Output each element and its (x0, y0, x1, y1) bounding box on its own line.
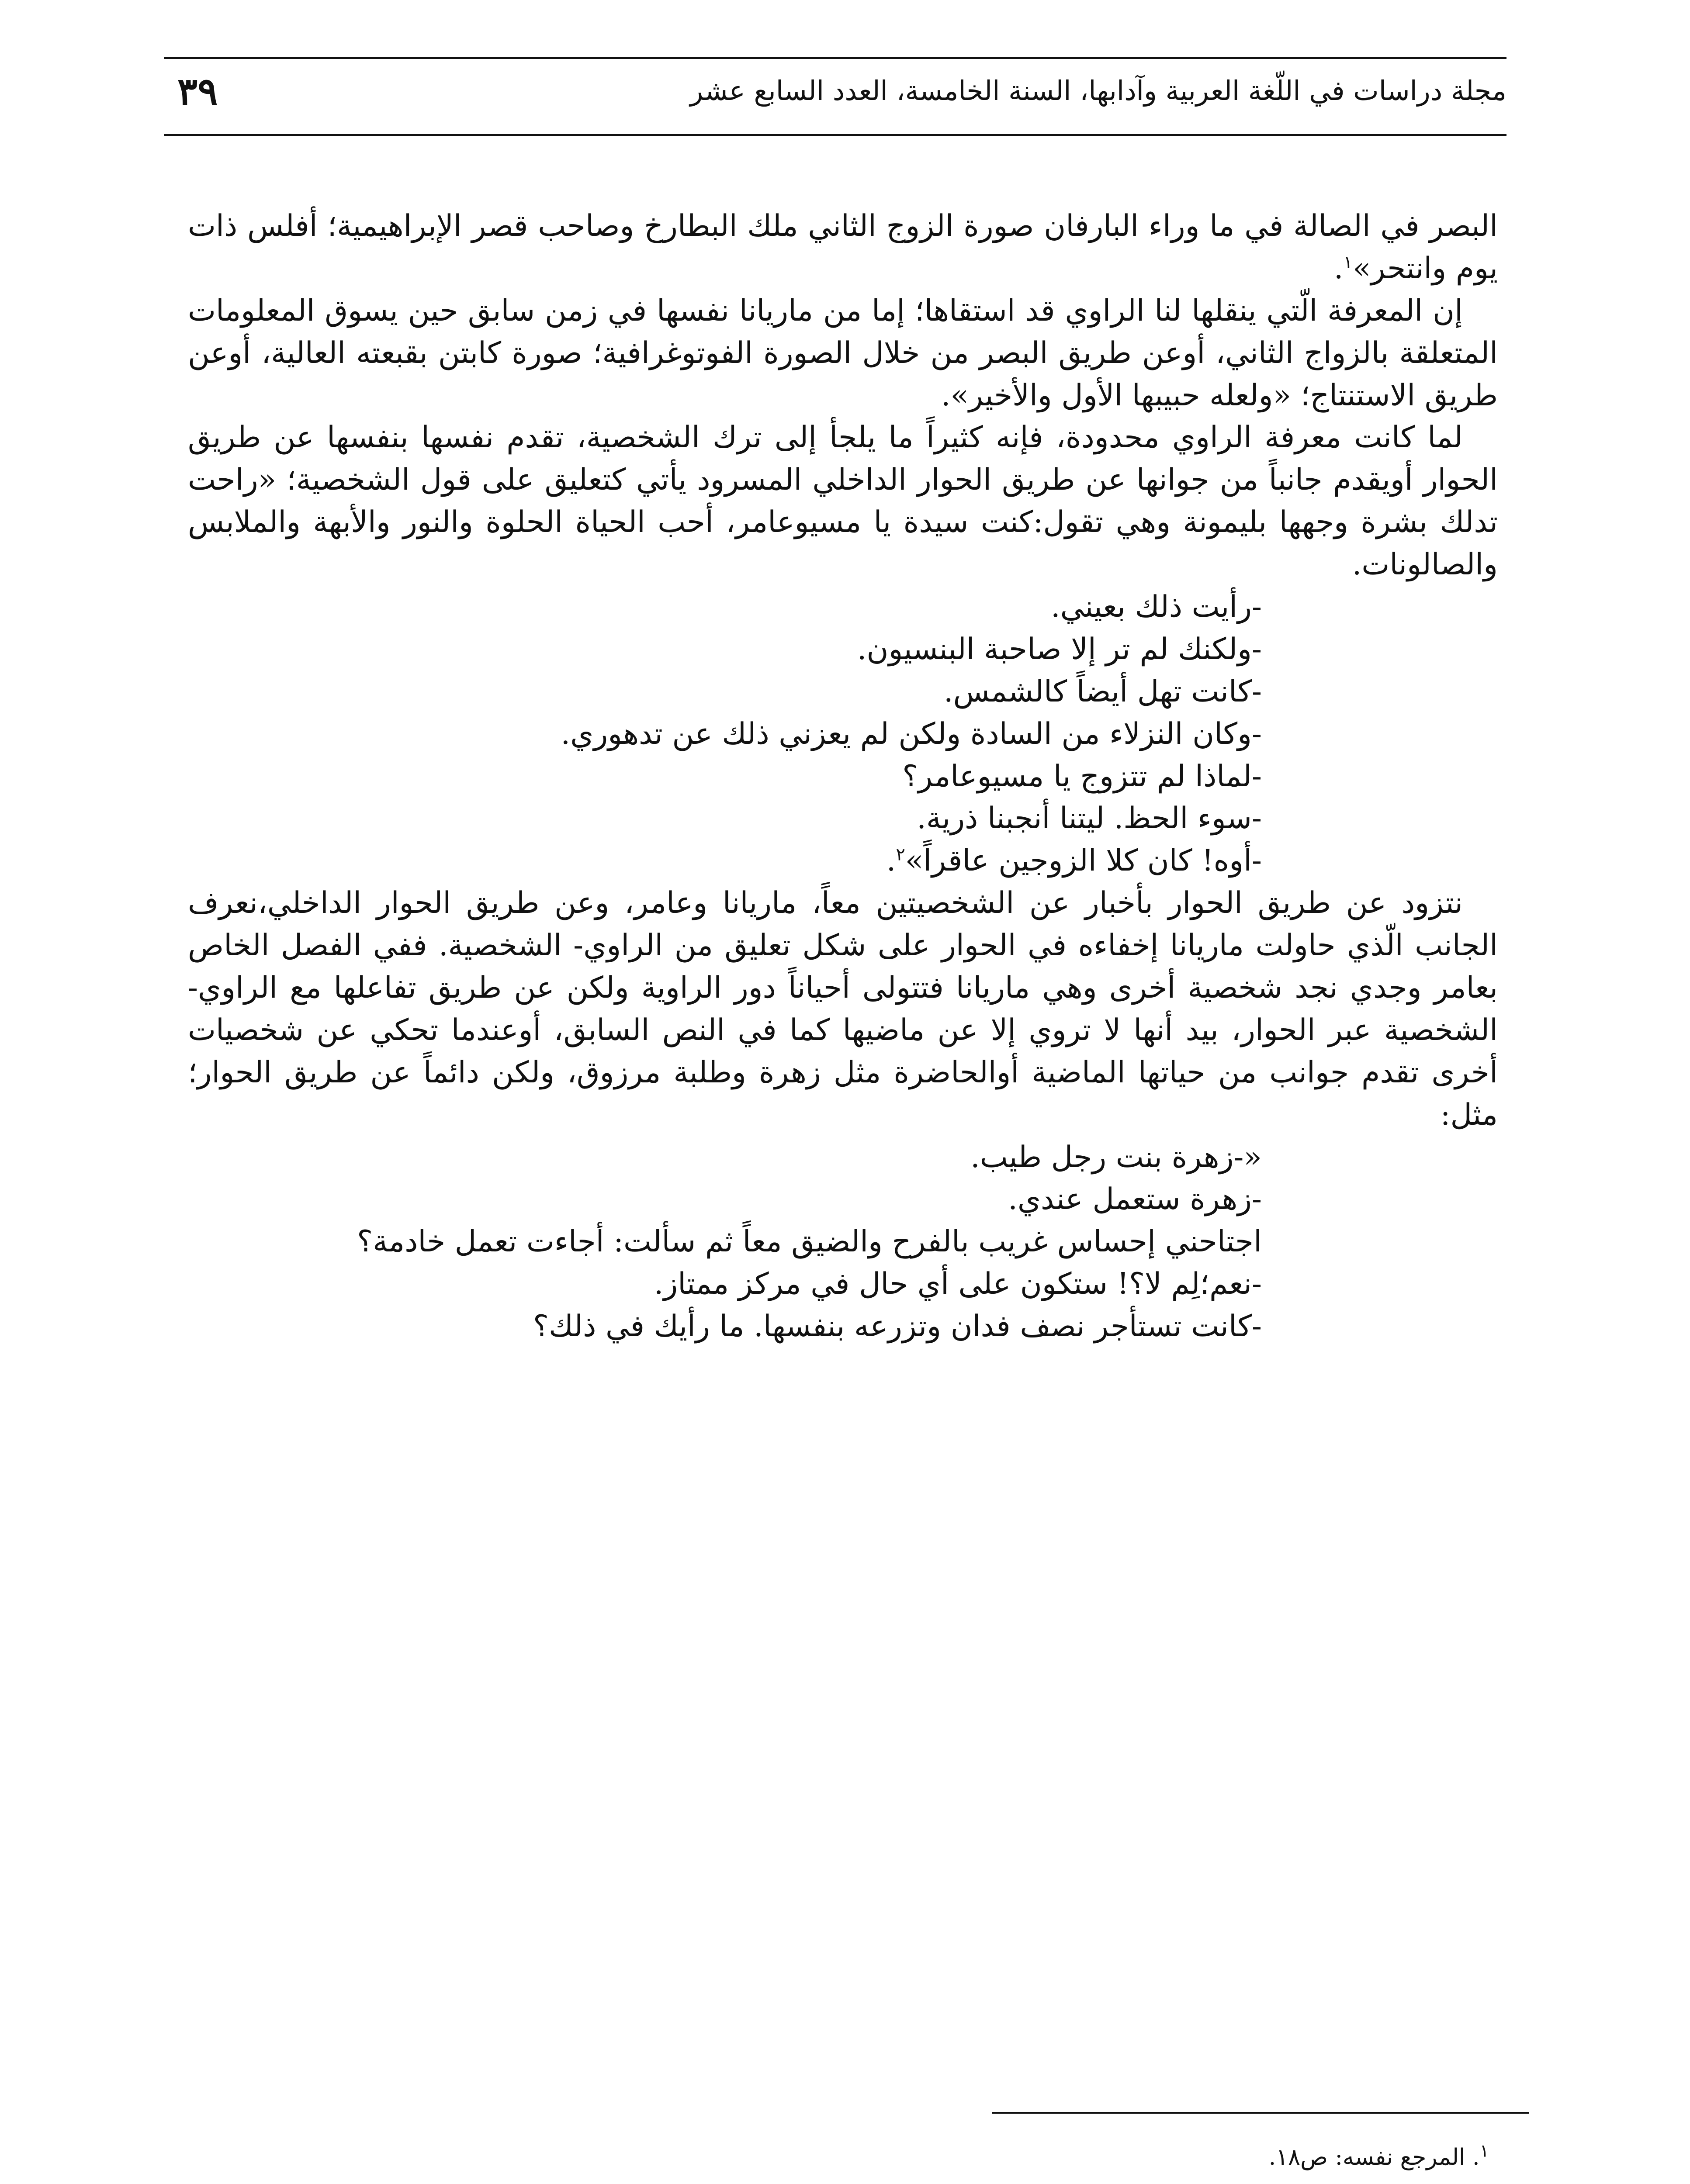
dialogue-line: -وكان النزلاء من السادة ولكن لم يعزني ذلك عن تدهوري. (561, 716, 1262, 751)
dialogue-line: -لماذا لم تتزوج يا مسيوعامر؟ (902, 759, 1262, 794)
footnote-ref-2: ٢ (896, 844, 905, 865)
body-text (188, 205, 1498, 1348)
dialogue-line: اجتاحني إحساس غريب بالفرح والضيق معاً ثم سألت: أجاءت تعمل خادمة؟ (357, 1224, 1262, 1259)
dialogue-line: -نعم؛لِم لا؟! ستكون على أي حال في مركز ممتاز. (654, 1267, 1262, 1302)
footnote-divider (992, 2112, 1529, 2114)
dialogue-line: -رأيت ذلك بعيني. (1050, 590, 1262, 625)
dialogue-line: -كانت تهل أيضاً كالشمس. (944, 674, 1262, 709)
footnote-text: . المرجع نفسه: ص١٨. (1268, 2144, 1480, 2170)
footnotes (1040, 2136, 1489, 2184)
footnote-item (1040, 2136, 1489, 2179)
paragraph-4: نتزود عن طريق الحوار بأخبار عن الشخصيتين معاً، ماريانا وعامر، وعن طريق الحوار الداخلي،نعرف الجانب الّذي حاولت ماريانا إخفاءه في الحوار على شكل تعليق من الراوي- الشخصية. ففي الفصل الخاص بعامر وجدي نجد شخصية أخرى وهي ماريانا فتتولى أحياناً دور الراوية ولكن عن طريق تفاعلها مع الراوي- الشخصية عبر الحوار، بيد أنها لا تروي إلا عن ماضيها كما في النص السابق، أوعندما تحكي عن شخصيات أخرى تقدم جوانب من حياتها الماضية أوالحاضرة مثل زهرة وطلبة مرزوق، ولكن دائماً عن طريق الحوار؛ مثل: (188, 886, 1498, 1132)
header-top-rule (164, 57, 1506, 59)
paragraph-3: لما كانت معرفة الراوي محدودة، فإنه كثيراً ما يلجأ إلى ترك الشخصية، تقدم نفسها بنفسها عن طريق الحوار أويقدم جانباً من جوانها عن طريق الحوار الداخلي المسرود يأتي كتعليق على قول الشخصية؛ «راحت تدلك بشرة وجهها بليمونة وهي تقول:كنت سيدة يا مسيوعامر، أحب الحياة الحلوة والنور والأبهة والملابس والصالونات. (188, 420, 1498, 582)
paragraph-1: البصر في الصالة في ما وراء البارفان صورة الزوج الثاني ملك البطارخ وصاحب قصر الإبراهيمية؛ أفلس ذات يوم وانتحر»$^١$. (188, 209, 1498, 286)
footnote-ref-1: ١ (1343, 252, 1353, 273)
paragraph-2: إن المعرفة الّتي ينقلها لنا الراوي قد استقاها؛ إما من ماريانا نفسها في زمن سابق حين يسوق المعلومات المتعلقة بالزواج الثاني، أوعن طريق البصر من خلال الصورة الفوتوغرافية؛ صورة كابتن بقبعته العالية، أوعن طريق الاستنتاج؛ «ولعله حبيبها الأول والأخير». (188, 293, 1498, 413)
dialogue-line: -زهرة ستعمل عندي. (1008, 1182, 1262, 1217)
dialogue-line: -كانت تستأجر نصف فدان وتزرعه بنفسها. ما رأيك في ذلك؟ (533, 1309, 1262, 1344)
dialogue-line: -ولكنك لم تر إلا صاحبة البنسيون. (857, 632, 1262, 667)
page-number: ٣٩ (177, 69, 218, 114)
footnote-number: ١ (1479, 2141, 1489, 2161)
header-bottom-rule (164, 134, 1506, 136)
page-header (164, 57, 1506, 136)
dialogue-line: -أوه! كان كلا الزوجين عاقراً»$^٢$. (886, 843, 1262, 878)
dialogue-line: «-زهرة بنت رجل طيب. (970, 1140, 1262, 1175)
footnote-item (1040, 2179, 1489, 2184)
dialogue-line: -سوء الحظ. ليتنا أنجبنا ذرية. (917, 801, 1262, 836)
journal-title: مجلة دراسات في اللّغة العربية وآدابها، السنة الخامسة، العدد السابع عشر (690, 75, 1506, 107)
